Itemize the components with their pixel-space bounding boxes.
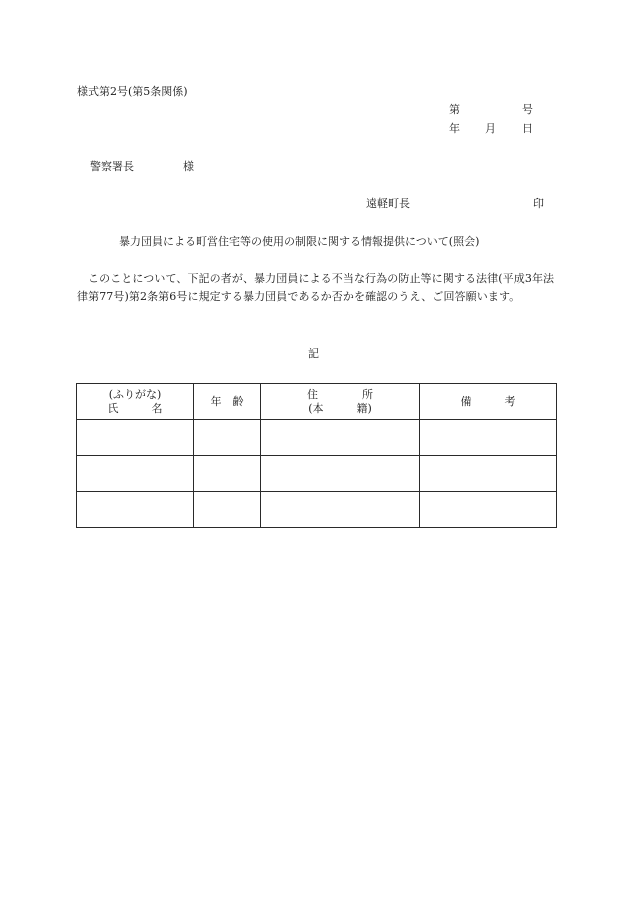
table-cell	[77, 456, 194, 492]
table-row	[77, 492, 557, 528]
date-month: 月	[485, 122, 496, 135]
sender-name: 遠軽町長	[366, 197, 410, 210]
header-name	[77, 384, 194, 420]
table-cell	[77, 492, 194, 528]
ki-heading: 記	[308, 347, 319, 360]
table-cell	[194, 420, 261, 456]
addressee-name: 警察署長	[90, 160, 134, 173]
header-address-label: 住 所	[307, 387, 373, 401]
table-row	[77, 420, 557, 456]
form-number: 様式第2号(第5条関係)	[77, 85, 188, 98]
table-cell	[261, 420, 420, 456]
body-paragraph: このことについて、下記の者が、暴力団員による不当な行為の防止等に関する法律(平成3年法律第77号)第2条第6号に規定する暴力団員であるか否かを確認のうえ、ご回答願います。	[77, 272, 555, 303]
table-cell	[194, 456, 261, 492]
info-table	[76, 383, 557, 528]
addressee	[90, 159, 194, 175]
table-row	[77, 456, 557, 492]
addressee-honorific: 様	[183, 160, 194, 173]
table-cell	[77, 420, 194, 456]
sender	[366, 196, 546, 212]
table-cell	[420, 420, 557, 456]
date-day: 日	[522, 122, 533, 135]
document-number-prefix: 第	[449, 103, 460, 116]
table-cell	[194, 492, 261, 528]
table-cell	[261, 492, 420, 528]
document-number-suffix: 号	[522, 103, 533, 116]
header-name-label: 氏 名	[107, 401, 163, 415]
document-title: 暴力団員による町営住宅等の使用の制限に関する情報提供について(照会)	[119, 235, 480, 248]
table-cell	[261, 456, 420, 492]
table-cell	[420, 456, 557, 492]
seal-mark: 印	[533, 197, 544, 210]
table-header-row	[77, 384, 557, 420]
header-age: 年 齢	[194, 384, 261, 420]
header-remarks: 備 考	[420, 384, 557, 420]
header-address	[261, 384, 420, 420]
header-furigana: (ふりがな)	[108, 387, 162, 401]
table-cell	[420, 492, 557, 528]
date-year: 年	[449, 122, 460, 135]
header-honseki-label: (本 籍)	[308, 401, 372, 415]
